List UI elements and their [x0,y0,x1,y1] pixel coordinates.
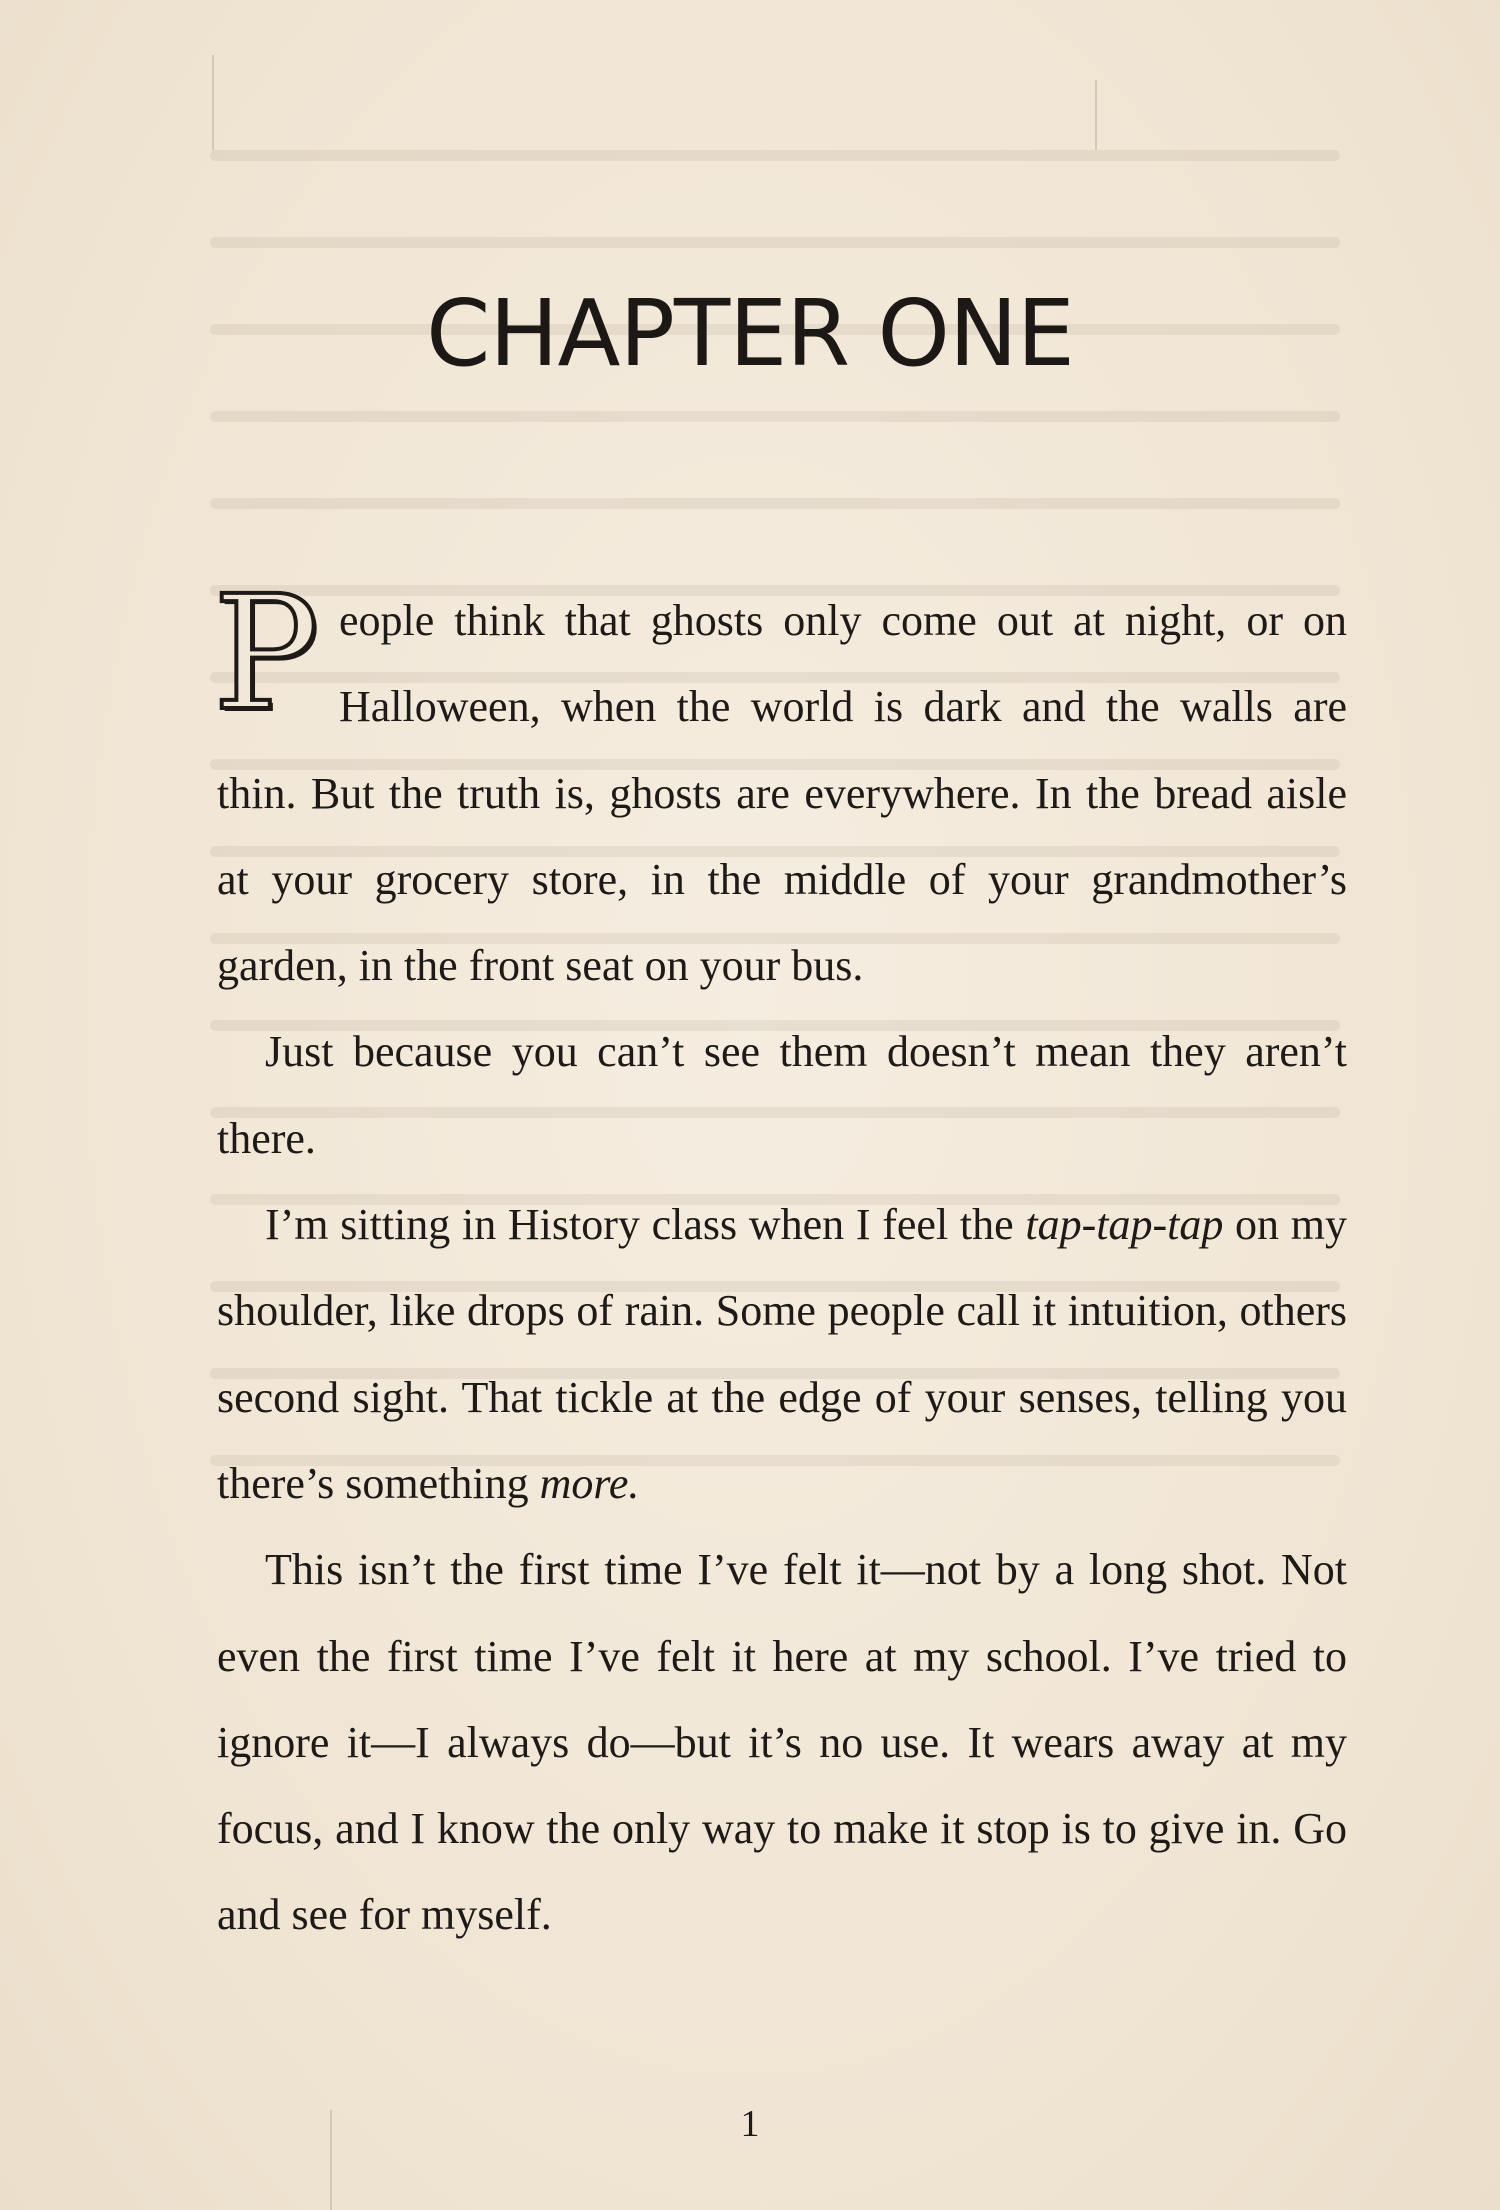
paragraph-3-text-a: I’m sitting in History class when I feel the [265,1200,1026,1250]
paragraph-4: This isn’t the first time I’ve felt it—not by a long shot. Not even the first time I’ve felt it here at my school. I’ve tried to ignore it—I always do—but it’s no use. It wears away at my focus, and I know the only way to make it stop is to give in. Go and see for myself. [217,1545,1347,1940]
drop-cap-letter: P [213,562,320,746]
paragraph-3-emphasis-2: more. [539,1458,640,1508]
paragraph-3-emphasis: tap-tap-tap [1025,1200,1224,1250]
chapter-body [213,562,1347,1959]
paragraph-3-text-b: on my shoulder, like drops of rain. Some people call it intuition, others second sight. That tickle at the edge of your senses, telling you there’s something [217,1200,1347,1508]
paragraph-3 [217,1182,1347,1527]
paper-crease [1095,80,1097,150]
chapter-title: CHAPTER ONE [426,280,1074,387]
page-number: 1 [740,2103,760,2145]
paper-crease [212,55,214,150]
paragraph-2: Just because you can’t see them doesn’t mean they aren’t there. [217,1027,1347,1163]
paragraph-1 [213,562,1347,1009]
paragraph-1-text: eople think that ghosts only come out at night, or on Halloween, when the world is dark and the walls are thin. But the truth is, ghosts are everywhere. In the bread aisle at your grocery store, in the middle of your grandmother’s garden, in the front seat on your bus. [217,596,1347,991]
